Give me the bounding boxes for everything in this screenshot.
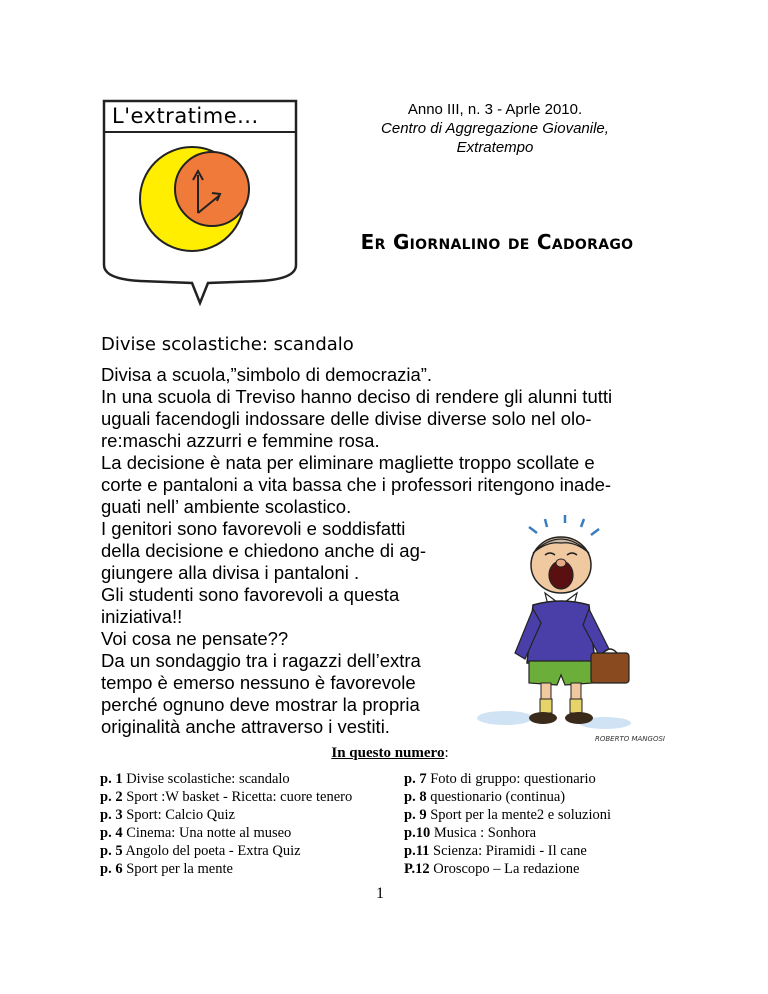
toc-page: p. 5: [100, 843, 123, 859]
article-line: perché ognuno deve mostrar la propria: [101, 694, 420, 715]
toc-page: p. 3: [100, 807, 123, 823]
toc-entry: [100, 806, 235, 824]
page-number: 1: [376, 885, 384, 902]
newspaper-title: Er Giornalino de Cadorago: [360, 230, 634, 254]
org-line-2: Extratempo: [456, 139, 534, 156]
article-line: guati nell’ ambiente scolastico.: [101, 496, 352, 517]
article-line: corte e pantaloni a vita bassa che i professori ritengono inade-: [101, 474, 612, 495]
issue-info: [340, 100, 650, 157]
article-line: Gli studenti sono favorevoli a questa: [101, 584, 400, 605]
toc-text: Sport: Calcio Quiz: [122, 807, 235, 823]
toc-entry: [404, 806, 611, 824]
logo-title: L'extratime...: [112, 104, 259, 128]
toc-text: Musica : Sonhora: [430, 825, 537, 841]
toc-text: Foto di gruppo: questionario: [426, 771, 596, 787]
toc-entry: [100, 860, 233, 878]
moon-clock-shield-logo: [100, 97, 300, 319]
toc-text: Angolo del poeta - Extra Quiz: [122, 843, 301, 859]
article-line: originalità anche attraverso i vestiti.: [101, 716, 390, 737]
toc-page: p.10: [404, 825, 431, 841]
article-line: giungere alla divisa i pantaloni .: [101, 562, 360, 583]
toc-text: Divise scolastiche: scandalo: [122, 771, 290, 787]
toc-heading: [310, 745, 470, 762]
toc-entry: [404, 770, 596, 788]
article-line: La decisione è nata per eliminare magliette troppo scollate e: [101, 452, 595, 473]
article-line: tempo è emerso nessuno è favorevole: [101, 672, 416, 693]
article-line: uguali facendogli indossare delle divise diverse solo nel olo-: [101, 408, 592, 429]
toc-text: Cinema: Una notte al museo: [122, 825, 292, 841]
toc-entry: [100, 788, 352, 806]
article-line: della decisione e chiedono anche di ag-: [101, 540, 427, 561]
toc-page: p. 2: [100, 789, 123, 805]
toc-page: p. 7: [404, 771, 427, 787]
toc-entry: [404, 788, 565, 806]
toc-entry: [100, 770, 290, 788]
toc-heading-colon: :: [444, 745, 449, 761]
article-line: Divisa a scuola,”simbolo di democrazia”.: [101, 364, 433, 385]
article-line: In una scuola di Treviso hanno deciso di rendere gli alunni tutti: [101, 386, 613, 407]
article-line: I genitori sono favorevoli e soddisfatti: [101, 518, 406, 539]
issue-line: Anno III, n. 3 - Aprle 2010.: [407, 101, 583, 118]
article-line: re:maschi azzurri e femmine rosa.: [101, 430, 380, 451]
toc-text: Sport :W basket - Ricetta: cuore tenero: [122, 789, 353, 805]
toc-entry: [404, 860, 579, 878]
toc-text: Sport per la mente: [122, 861, 233, 877]
toc-page: p. 8: [404, 789, 427, 805]
toc-page: p. 4: [100, 825, 123, 841]
toc-entry: [404, 842, 587, 860]
toc-page: p. 1: [100, 771, 123, 787]
org-line-1: Centro di Aggregazione Giovanile,: [381, 120, 609, 137]
toc-page: p.11: [404, 843, 430, 859]
article-title: Divise scolastiche: scandalo: [101, 334, 354, 355]
article-line: Da un sondaggio tra i ragazzi dell’extra: [101, 650, 421, 671]
toc-text: Sport per la mente2 e soluzioni: [426, 807, 612, 823]
toc-text: Oroscopo – La redazione: [429, 861, 580, 877]
crying-student-cartoon: [475, 513, 665, 745]
toc-page: p. 6: [100, 861, 123, 877]
toc-entry: [404, 824, 536, 842]
toc-entry: [100, 842, 301, 860]
toc-entry: [100, 824, 291, 842]
toc-page: P.12: [404, 861, 430, 877]
cartoon-signature: ROBERTO MANGOSI: [595, 735, 665, 743]
toc-page: p. 9: [404, 807, 427, 823]
article-line: iniziativa!!: [101, 606, 183, 627]
toc-text: questionario (continua): [426, 789, 566, 805]
toc-text: Scienza: Piramidi - Il cane: [429, 843, 587, 859]
article-line: Voi cosa ne pensate??: [101, 628, 289, 649]
toc-heading-text: In questo numero: [331, 745, 445, 761]
